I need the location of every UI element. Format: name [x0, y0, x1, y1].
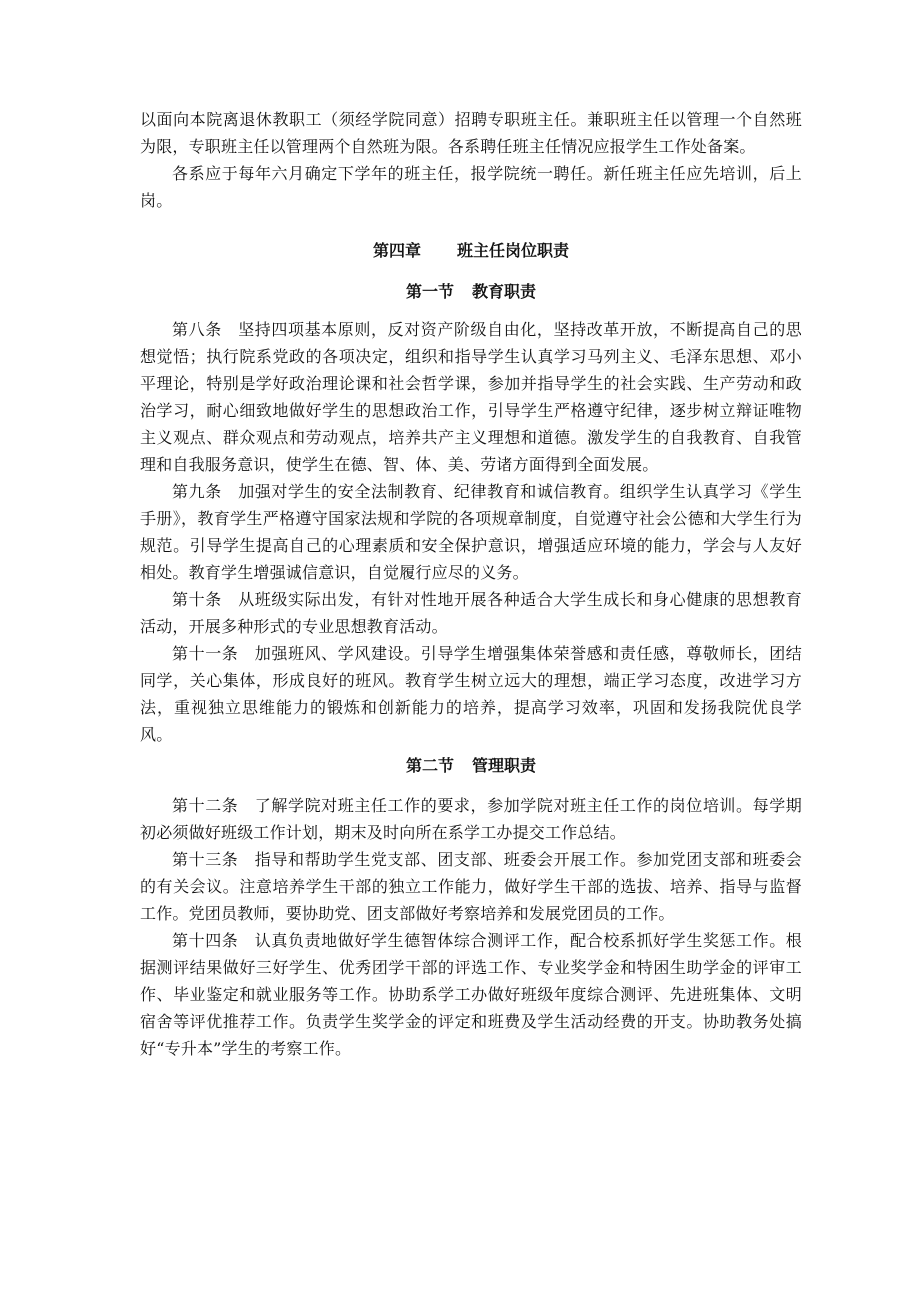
- article-12: [140, 792, 802, 846]
- section-heading-education: [140, 280, 802, 304]
- article-text: 了解学院对班主任工作的要求，参加学院对班主任工作的岗位培训。每学期初必须做好班级工作计划，期末及时向所在系学工办提交工作总结。: [140, 796, 802, 842]
- article-text: 指导和帮助学生党支部、团支部、班委会开展工作。参加党团支部和班委会的有关会议。注意培养学生干部的独立工作能力，做好学生干部的选拔、培养、指导与监督工作。党团员教师，要协助党、团支部做好考察培养和发展党团员的工作。: [140, 850, 802, 923]
- chapter-heading: [140, 240, 802, 262]
- article-13: [140, 846, 802, 927]
- section-title: 教育职责: [472, 282, 537, 301]
- article-14: [140, 927, 802, 1062]
- article-label: 第十二条: [172, 796, 239, 815]
- article-text: 认真负责地做好学生德智体综合测评工作，配合校系抓好学生奖惩工作。根据测评结果做好三好学生、优秀团学干部的评选工作、专业奖学金和特困生助学金的评审工作、毕业鉴定和就业服务等工作。协助系学工办做好班级年度综合测评、先进班集体、文明宿舍等评优推荐工作。负责学生奖学金的评定和班费及学生活动经费的开支。协助教务处搞好“专升本”学生的考察工作。: [140, 931, 802, 1058]
- article-10: [140, 586, 802, 640]
- article-text: 加强对学生的安全法制教育、纪律教育和诚信教育。组织学生认真学习《学生手册》，教育学生严格遵守国家法规和学院的各项规章制度，自觉遵守社会公德和大学生行为规范。引导学生提高自己的心理素质和安全保护意识，增强适应环境的能力，学会与人友好相处。教育学生增强诚信意识，自觉履行应尽的义务。: [140, 482, 802, 582]
- article-label: 第十条: [172, 590, 222, 609]
- intro-paragraph-2: 各系应于每年六月确定下学年的班主任，报学院统一聘任。新任班主任应先培训，后上岗。: [140, 164, 802, 210]
- article-label: 第八条: [172, 320, 222, 339]
- section-number: 第二节: [405, 756, 454, 775]
- article-label: 第九条: [172, 482, 222, 501]
- article-label: 第十一条: [172, 644, 239, 663]
- article-label: 第十三条: [172, 850, 239, 869]
- intro-paragraph-1: 以面向本院离退休教职工（须经学院同意）招聘专职班主任。兼职班主任以管理一个自然班为限，专职班主任以管理两个自然班为限。各系聘任班主任情况应报学生工作处备案。: [140, 110, 802, 156]
- article-11: [140, 640, 802, 748]
- article-text: 加强班风、学风建设。引导学生增强集体荣誉感和责任感，尊敬师长，团结同学，关心集体，形成良好的班风。教育学生树立远大的理想，端正学习态度，改进学习方法，重视独立思维能力的锻炼和创新能力的培养，提高学习效率，巩固和发扬我院优良学风。: [140, 644, 802, 744]
- article-text: 坚持四项基本原则，反对资产阶级自由化，坚持改革开放，不断提高自己的思想觉悟；执行院系党政的各项决定，组织和指导学生认真学习马列主义、毛泽东思想、邓小平理论，特别是学好政治理论课和社会哲学课，参加并指导学生的社会实践、生产劳动和政治学习，耐心细致地做好学生的思想政治工作，引导学生严格遵守纪律，逐步树立辩证唯物主义观点、群众观点和劳动观点，培养共产主义理想和道德。激发学生的自我教育、自我管理和自我服务意识，使学生在德、智、体、美、劳诸方面得到全面发展。: [140, 320, 802, 474]
- article-text: 从班级实际出发，有针对性地开展各种适合大学生成长和身心健康的思想教育活动，开展多种形式的专业思想教育活动。: [140, 590, 802, 636]
- article-8: [140, 316, 802, 478]
- section-title: 管理职责: [472, 756, 537, 775]
- section-number: 第一节: [405, 282, 454, 301]
- section-heading-management: [140, 754, 802, 778]
- article-label: 第十四条: [172, 931, 239, 950]
- chapter-title: 班主任岗位职责: [457, 241, 570, 260]
- chapter-number: 第四章: [372, 241, 421, 260]
- article-9: [140, 478, 802, 586]
